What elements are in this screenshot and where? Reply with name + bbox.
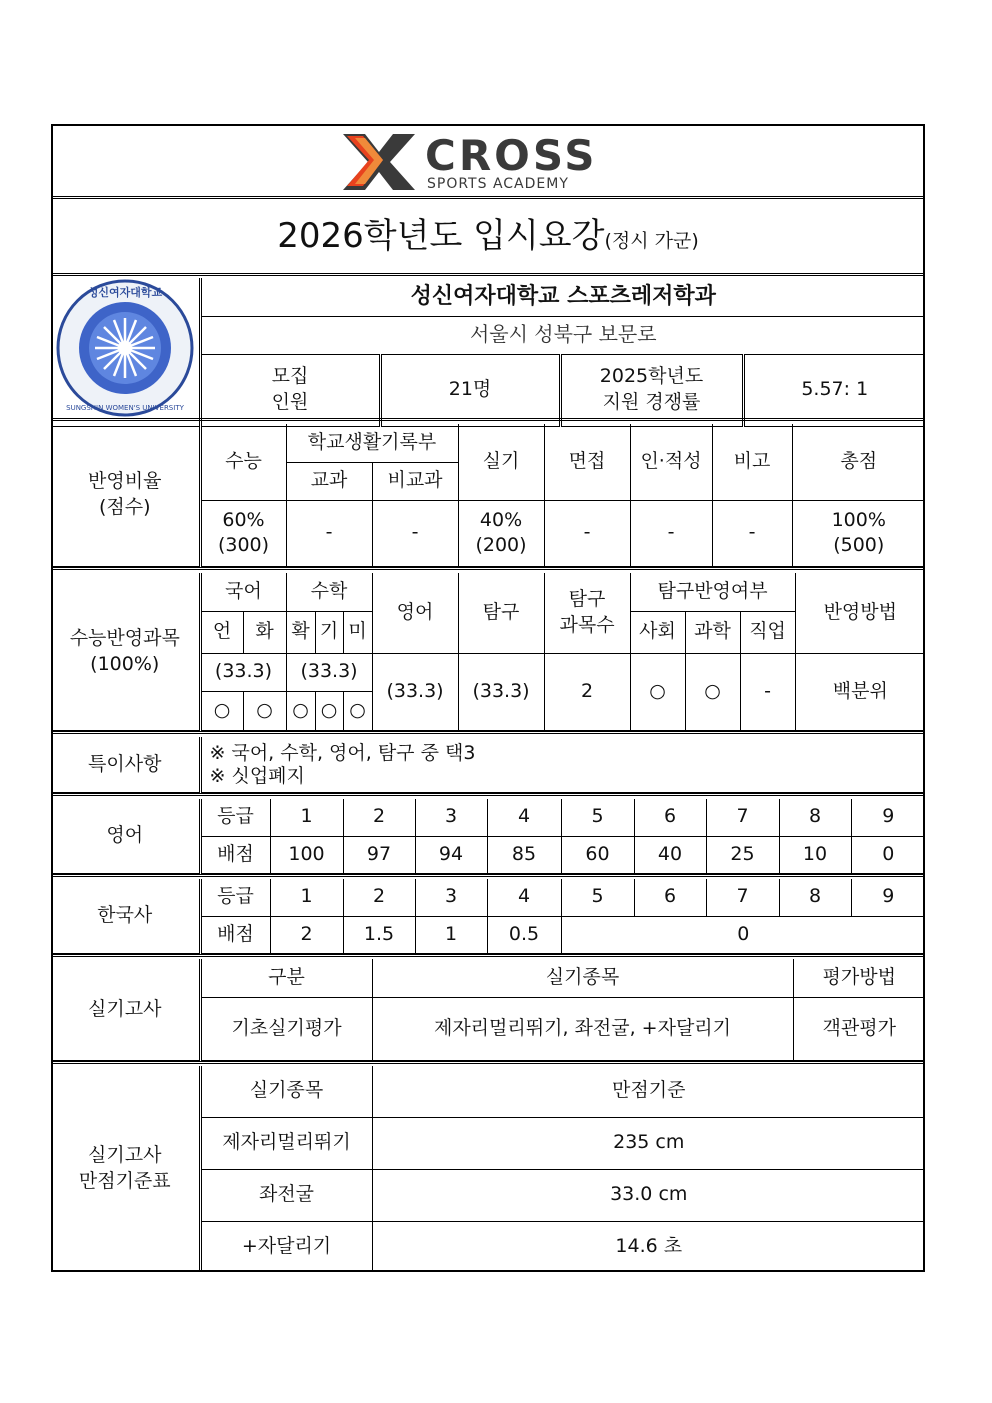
header-k1: 언 bbox=[200, 611, 243, 653]
history-score-rest: 0 bbox=[561, 916, 925, 954]
header-english: 영어 bbox=[372, 573, 458, 653]
english-grade: 1 bbox=[270, 799, 343, 836]
header-school-record: 학교생활기록부 bbox=[286, 424, 458, 462]
header-standard: 만점기준 bbox=[372, 1066, 925, 1117]
page-subtitle: (정시 가군) bbox=[604, 229, 699, 252]
value-k1: ○ bbox=[200, 691, 243, 731]
english-grade: 4 bbox=[487, 799, 561, 836]
suneung-label: 수능반영과목 (100%) bbox=[51, 573, 200, 731]
header-science: 과학 bbox=[685, 611, 740, 653]
history-grade: 1 bbox=[270, 879, 343, 916]
notes-section bbox=[51, 737, 925, 796]
ratio-label: 반영비율 (점수) bbox=[51, 424, 200, 567]
english-score-label: 배점 bbox=[200, 836, 270, 874]
header-method: 반영방법 bbox=[795, 573, 925, 653]
header-suneung: 수능 bbox=[200, 424, 286, 500]
english-grade-label: 등급 bbox=[200, 799, 270, 836]
recruit-value: 21명 bbox=[380, 354, 560, 426]
logo-section bbox=[51, 124, 925, 199]
value-other: - bbox=[712, 500, 792, 567]
english-grade: 3 bbox=[415, 799, 487, 836]
header-other: 비고 bbox=[712, 424, 792, 500]
cross-x-icon bbox=[343, 126, 633, 194]
value-category: 기초실기평가 bbox=[200, 997, 372, 1061]
header-social: 사회 bbox=[630, 611, 685, 653]
value-method: 백분위 bbox=[795, 653, 925, 731]
university-address: 서울시 성북구 보문로 bbox=[469, 322, 657, 347]
header-math: 수학 bbox=[286, 573, 372, 611]
competition-value: 5.57: 1 bbox=[743, 354, 925, 426]
header-m3: 미 bbox=[343, 611, 372, 653]
header-personality: 인·적성 bbox=[630, 424, 712, 500]
value-events: 제자리멀리뛰기, 좌전굴, +자달리기 bbox=[372, 997, 793, 1061]
history-score: 0.5 bbox=[487, 916, 561, 954]
value-korean: (33.3) bbox=[200, 653, 286, 691]
practical-exam-label: 실기고사 bbox=[51, 959, 200, 1061]
value-m1: ○ bbox=[286, 691, 315, 731]
header-category: 구분 bbox=[200, 959, 372, 997]
header-k2: 화 bbox=[243, 611, 286, 653]
event-standard: 14.6 초 bbox=[372, 1221, 925, 1272]
english-grade: 8 bbox=[779, 799, 851, 836]
value-interview: - bbox=[544, 500, 630, 567]
value-m3: ○ bbox=[343, 691, 372, 731]
header-total: 총점 bbox=[792, 424, 925, 500]
english-score: 40 bbox=[634, 836, 706, 874]
header-inquiry: 탐구 bbox=[458, 573, 544, 653]
header-event: 실기종목 bbox=[200, 1066, 372, 1117]
seal-emblem-icon bbox=[54, 278, 196, 418]
event-name: 제자리멀리뛰기 bbox=[200, 1117, 372, 1169]
value-practical: 40% (200) bbox=[458, 500, 544, 567]
english-score: 100 bbox=[270, 836, 343, 874]
svg-text:SUNGSHIN WOMEN'S UNIVERSITY: SUNGSHIN WOMEN'S UNIVERSITY bbox=[65, 404, 184, 412]
recruit-label: 모집 인원 bbox=[200, 354, 380, 426]
history-score: 2 bbox=[270, 916, 343, 954]
history-grade-label: 등급 bbox=[200, 879, 270, 916]
history-grade: 4 bbox=[487, 879, 561, 916]
value-eval-method: 객관평가 bbox=[793, 997, 925, 1061]
history-grade: 6 bbox=[634, 879, 706, 916]
svg-text:SPORTS ACADEMY: SPORTS ACADEMY bbox=[427, 176, 569, 192]
event-standard: 235 cm bbox=[372, 1117, 925, 1169]
event-name: 좌전굴 bbox=[200, 1169, 372, 1221]
header-practical: 실기 bbox=[458, 424, 544, 500]
notes-label: 특이사항 bbox=[51, 737, 200, 793]
history-grade: 2 bbox=[343, 879, 415, 916]
header-events: 실기종목 bbox=[372, 959, 793, 997]
english-grade: 9 bbox=[851, 799, 925, 836]
value-english: (33.3) bbox=[372, 653, 458, 731]
header-inquiry-count: 탐구 과목수 bbox=[544, 573, 630, 653]
english-score: 25 bbox=[706, 836, 779, 874]
page-title: 2026학년도 입시요강 bbox=[277, 215, 605, 256]
history-grade: 7 bbox=[706, 879, 779, 916]
header-subject: 교과 bbox=[286, 462, 372, 500]
english-score: 0 bbox=[851, 836, 925, 874]
english-grade: 2 bbox=[343, 799, 415, 836]
svg-text:성신여자대학교: 성신여자대학교 bbox=[87, 286, 162, 299]
value-total: 100% (500) bbox=[792, 500, 925, 567]
note-line-2: ※ 싯업폐지 bbox=[209, 764, 305, 787]
history-label: 한국사 bbox=[51, 879, 200, 954]
value-science: ○ bbox=[685, 653, 740, 731]
english-score: 85 bbox=[487, 836, 561, 874]
perfect-score-label: 실기고사 만점기준표 bbox=[51, 1066, 200, 1272]
english-section bbox=[51, 799, 925, 877]
history-score-label: 배점 bbox=[200, 916, 270, 954]
history-score: 1 bbox=[415, 916, 487, 954]
university-section bbox=[51, 278, 925, 421]
value-personality: - bbox=[630, 500, 712, 567]
value-suneung: 60% (300) bbox=[200, 500, 286, 567]
header-inquiry-apply: 탐구반영여부 bbox=[630, 573, 795, 611]
header-vocational: 직업 bbox=[740, 611, 795, 653]
header-korean: 국어 bbox=[200, 573, 286, 611]
history-grade: 8 bbox=[779, 879, 851, 916]
header-m1: 확 bbox=[286, 611, 315, 653]
event-name: +자달리기 bbox=[200, 1221, 372, 1272]
header-interview: 면접 bbox=[544, 424, 630, 500]
header-non-subject: 비교과 bbox=[372, 462, 458, 500]
ratio-section bbox=[51, 424, 925, 570]
university-name: 성신여자대학교 스포츠레저학과 bbox=[410, 283, 716, 309]
history-grade: 3 bbox=[415, 879, 487, 916]
value-k2: ○ bbox=[243, 691, 286, 731]
english-score: 94 bbox=[415, 836, 487, 874]
svg-text:CROSS: CROSS bbox=[425, 131, 598, 180]
header-m2: 기 bbox=[315, 611, 343, 653]
title-section bbox=[51, 200, 925, 276]
value-math: (33.3) bbox=[286, 653, 372, 691]
value-subject: - bbox=[286, 500, 372, 567]
value-inquiry: (33.3) bbox=[458, 653, 544, 731]
english-score: 60 bbox=[561, 836, 634, 874]
perfect-score-section bbox=[51, 1066, 925, 1272]
english-score: 97 bbox=[343, 836, 415, 874]
english-score: 10 bbox=[779, 836, 851, 874]
note-line-1: ※ 국어, 수학, 영어, 탐구 중 택3 bbox=[209, 741, 476, 764]
korean-history-section bbox=[51, 879, 925, 957]
history-score: 1.5 bbox=[343, 916, 415, 954]
value-inquiry-count: 2 bbox=[544, 653, 630, 731]
competition-label: 2025학년도 지원 경쟁률 bbox=[560, 354, 743, 426]
english-grade: 6 bbox=[634, 799, 706, 836]
header-eval-method: 평가방법 bbox=[793, 959, 925, 997]
practical-exam-section bbox=[51, 959, 925, 1064]
value-m2: ○ bbox=[315, 691, 343, 731]
suneung-section bbox=[51, 573, 925, 734]
value-social: ○ bbox=[630, 653, 685, 731]
notes-content bbox=[200, 737, 925, 793]
university-seal bbox=[51, 278, 200, 426]
english-grade: 7 bbox=[706, 799, 779, 836]
cross-logo bbox=[51, 124, 925, 196]
history-grade: 9 bbox=[851, 879, 925, 916]
english-label: 영어 bbox=[51, 799, 200, 874]
history-grade: 5 bbox=[561, 879, 634, 916]
english-grade: 5 bbox=[561, 799, 634, 836]
event-standard: 33.0 cm bbox=[372, 1169, 925, 1221]
value-non-subject: - bbox=[372, 500, 458, 567]
value-vocational: - bbox=[740, 653, 795, 731]
